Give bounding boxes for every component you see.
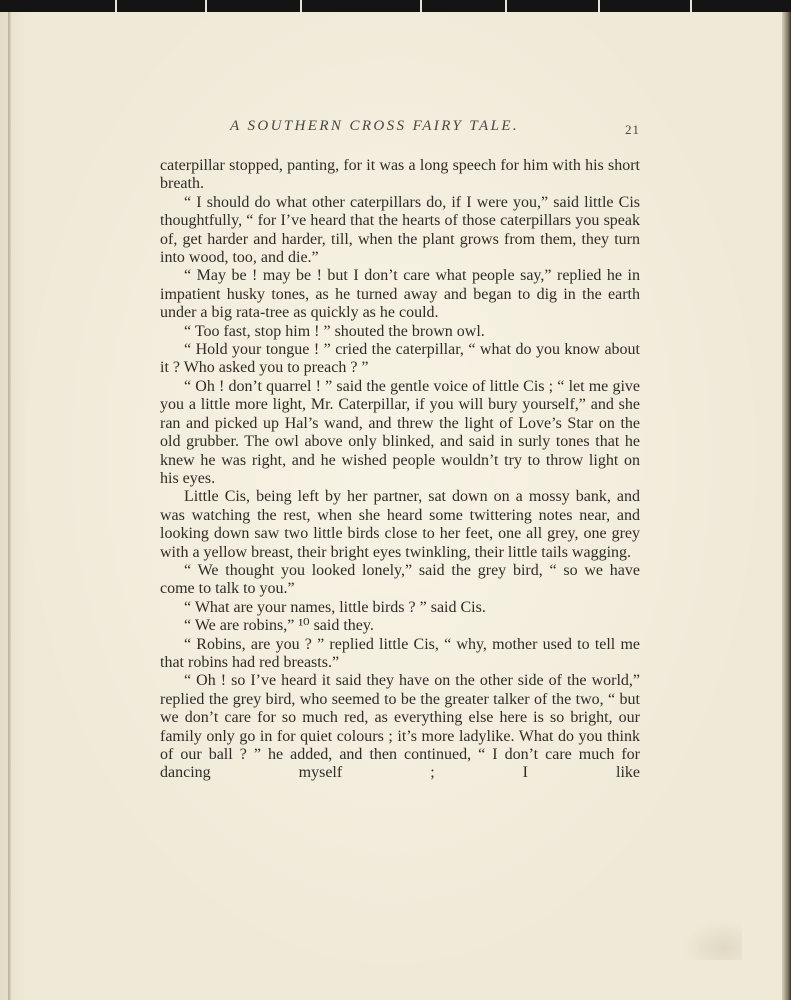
body-text xyxy=(160,157,640,783)
running-head: A SOUTHERN CROSS FAIRY TALE. xyxy=(230,118,520,134)
paragraph: “ Robins, are you ? ” replied little Cis, “ why, mother used to tell me that robins had red breasts.” xyxy=(160,635,640,671)
paragraph: “ What are your names, little birds ? ” said Cis. xyxy=(184,598,486,616)
page-number: 21 xyxy=(625,122,640,137)
paragraph: “ Too fast, stop him ! ” shouted the brown owl. xyxy=(184,322,485,340)
paragraph: “ We are robins,” ¹⁰ said they. xyxy=(184,617,374,635)
paragraph: “ We thought you looked lonely,” said the grey bird, “ so we have come to talk to you.” xyxy=(160,561,640,598)
paragraph: “ Oh ! don’t quarrel ! ” said the gentle voice of little Cis ; “ let me give you a little more light, Mr. Caterpillar, if you will bury yourself,” and she ran and picked up Hal’s wand, and threw the light of Love’s Star on the old grubber. The owl above only blinked, and said in surly tones that he knew he was right, and he wished people wouldn’t try to throw light on his eyes. xyxy=(160,377,640,487)
paragraph: “ May be ! may be ! but I don’t care what people say,” replied he in impatient husky tones, as he turned away and began to dig in the earth under a big rata-tree as quickly as he could. xyxy=(160,267,640,322)
paragraph: “ I should do what other caterpillars do, if I were you,” said little Cis thoughtfully, “ for I’ve heard that the hearts of those caterpillars you speak of, get harder and harder, till, when the plant grows from them, they turn into wood, too, and die.” xyxy=(160,193,640,267)
paragraph: “ Oh ! so I’ve heard it said they have on the other side of the world,” replied the grey bird, who seemed to be the greater talker of the two, “ but we don’t care for so much red, as everything else here is so bright, our family only go in for quiet colours ; it’s more ladylike. What do you think of our ball ? ” he added, and then continued, “ I don’t care much for dancing myself ; I like xyxy=(160,672,640,782)
page-binding xyxy=(8,12,11,1000)
paragraph: Little Cis, being left by her partner, sat down on a mossy bank, and was watching the rest, when she heard some twittering notes near, and looking down saw two little birds close to her feet, one all grey, one grey with a yellow breast, their bright eyes twinkling, their little tails wagging. xyxy=(160,488,640,561)
page-edge xyxy=(782,12,791,1000)
paper-stain xyxy=(682,920,742,960)
paragraph: “ Hold your tongue ! ” cried the caterpillar, “ what do you know about it ? Who asked you to preach ? ” xyxy=(160,341,640,377)
page-header xyxy=(160,118,640,142)
paragraph: caterpillar stopped, panting, for it was a long speech for him with his short breath. xyxy=(160,157,640,193)
